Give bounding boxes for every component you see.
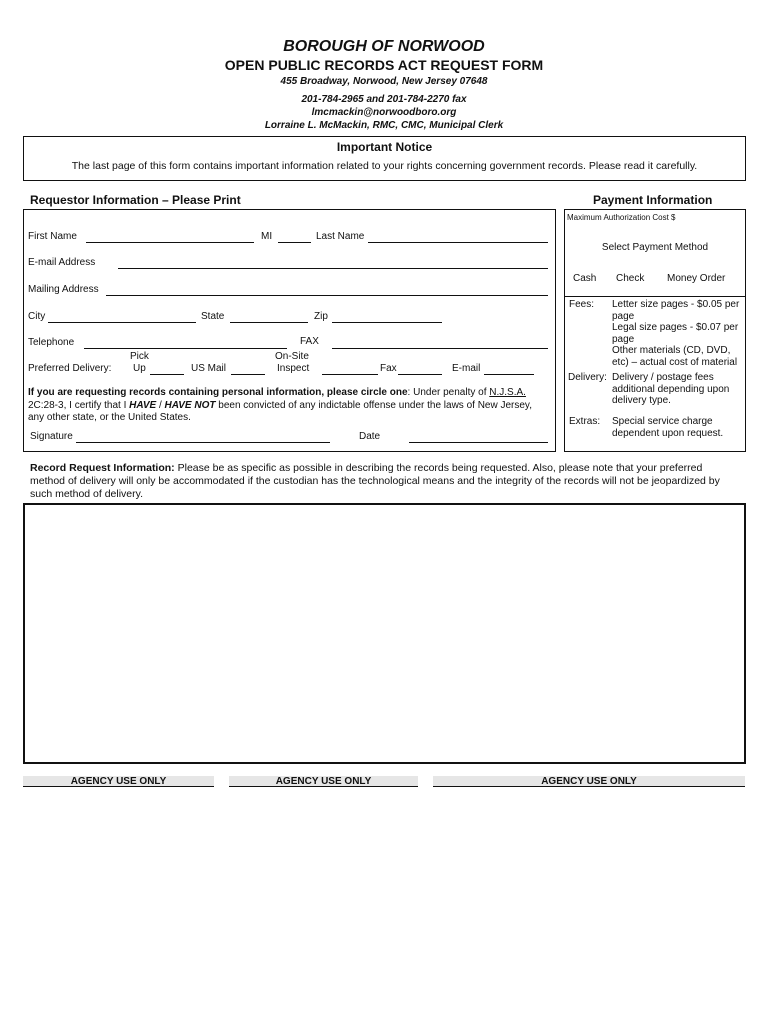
- requestor-heading: Requestor Information – Please Print: [30, 193, 241, 207]
- signature-field[interactable]: [76, 442, 330, 443]
- on-site-label: On-Site: [275, 351, 309, 362]
- record-request-lead: Record Request Information:: [30, 462, 175, 474]
- record-request-instructions: Record Request Information: Please be as specific as possible in describing the records being requested. Also, please note that your preferred method of delivery will only be accommodated if the custodian has the technological means and the integrity of the records will not be jeopardized by such method of delivery.: [30, 462, 720, 500]
- money-order-option[interactable]: Money Order: [667, 273, 726, 284]
- personal-info-certification: If you are requesting records containing personal information, please circle one: Under penalty of N.J.S.A. 2C:28-3, I certify that I HAVE / HAVE NOT been convicted of any indictable offense under the laws of New Jersey, any other state, or the United States.: [28, 387, 532, 423]
- city-label: City: [28, 311, 46, 322]
- fax-field[interactable]: [332, 348, 548, 349]
- extras-text: Special service charge dependent upon request.: [612, 416, 724, 439]
- payment-heading: Payment Information: [593, 193, 713, 207]
- fees-label: Fees:: [569, 299, 595, 310]
- pick-label: Pick: [130, 351, 149, 362]
- first-name-label: First Name: [28, 231, 77, 242]
- email-option-field[interactable]: [484, 374, 534, 375]
- check-option[interactable]: Check: [616, 273, 645, 284]
- signature-label: Signature: [30, 431, 73, 442]
- fee-legal: Legal size pages - $0.07 per page: [612, 322, 739, 345]
- delivery-fee-label: Delivery:: [568, 372, 607, 383]
- email-label: E-mail Address: [28, 257, 96, 268]
- mailing-field[interactable]: [106, 295, 548, 296]
- header-phones: 201-784-2965 and 201-784-2270 fax: [301, 94, 467, 105]
- inspect-field[interactable]: [322, 374, 378, 375]
- have-not-option[interactable]: HAVE NOT: [164, 399, 216, 411]
- telephone-field[interactable]: [84, 348, 287, 349]
- mailing-label: Mailing Address: [28, 284, 99, 295]
- njsa-reference: N.J.S.A.: [489, 387, 526, 398]
- personal-info-lead: If you are requesting records containing personal information, please circle one: [28, 387, 408, 398]
- city-field[interactable]: [48, 322, 196, 323]
- date-label: Date: [359, 431, 381, 442]
- state-label: State: [201, 311, 225, 322]
- us-mail-label: US Mail: [191, 363, 227, 374]
- payment-divider: [565, 296, 745, 297]
- delivery-label: Preferred Delivery:: [28, 363, 112, 374]
- telephone-label: Telephone: [28, 337, 75, 348]
- email-option-label: E-mail: [452, 363, 481, 374]
- us-mail-field[interactable]: [231, 374, 265, 375]
- max-auth-label: Maximum Authorization Cost $: [567, 213, 676, 222]
- inspect-label: Inspect: [277, 363, 310, 374]
- notice-box: [23, 136, 746, 181]
- fee-letter: Letter size pages - $0.05 per page: [612, 299, 740, 322]
- zip-label: Zip: [314, 311, 328, 322]
- notice-title: Important Notice: [336, 140, 433, 154]
- last-name-field[interactable]: [368, 242, 548, 243]
- date-field[interactable]: [409, 442, 548, 443]
- mi-field[interactable]: [278, 242, 311, 243]
- have-option[interactable]: HAVE: [129, 399, 157, 411]
- header-address: 455 Broadway, Norwood, New Jersey 07648: [280, 76, 488, 87]
- cash-option[interactable]: Cash: [573, 273, 597, 284]
- notice-text: The last page of this form contains important information related to your rights concerning government records. Please read it carefully.: [71, 160, 698, 172]
- agency-use-3: AGENCY USE ONLY: [433, 776, 745, 787]
- record-request-textarea[interactable]: [23, 503, 746, 764]
- up-label: Up: [133, 363, 146, 374]
- first-name-field[interactable]: [86, 242, 254, 243]
- fees-list: [612, 299, 742, 368]
- agency-use-1: AGENCY USE ONLY: [23, 776, 214, 787]
- agency-use-2: AGENCY USE ONLY: [229, 776, 418, 787]
- pick-up-field[interactable]: [150, 374, 184, 375]
- select-method-label: Select Payment Method: [601, 242, 709, 253]
- fax-label: FAX: [300, 336, 319, 347]
- state-field[interactable]: [230, 322, 308, 323]
- fax-option-label: Fax: [380, 363, 397, 374]
- header-title: BOROUGH OF NORWOOD: [283, 38, 485, 55]
- last-name-label: Last Name: [316, 231, 365, 242]
- mi-label: MI: [261, 231, 273, 242]
- header-subtitle: OPEN PUBLIC RECORDS ACT REQUEST FORM: [224, 57, 544, 73]
- fax-option-field[interactable]: [398, 374, 442, 375]
- email-field[interactable]: [118, 268, 548, 269]
- payment-box: [564, 209, 746, 452]
- header-email: lmcmackin@norwoodboro.org: [311, 107, 457, 118]
- fee-other: Other materials (CD, DVD, etc) – actual cost of material: [612, 345, 738, 368]
- extras-label: Extras:: [569, 416, 601, 427]
- delivery-fee-text: Delivery / postage fees additional depending upon delivery type.: [612, 372, 730, 406]
- zip-field[interactable]: [332, 322, 442, 323]
- header-clerk: Lorraine L. McMackin, RMC, CMC, Municipal Clerk: [264, 120, 504, 131]
